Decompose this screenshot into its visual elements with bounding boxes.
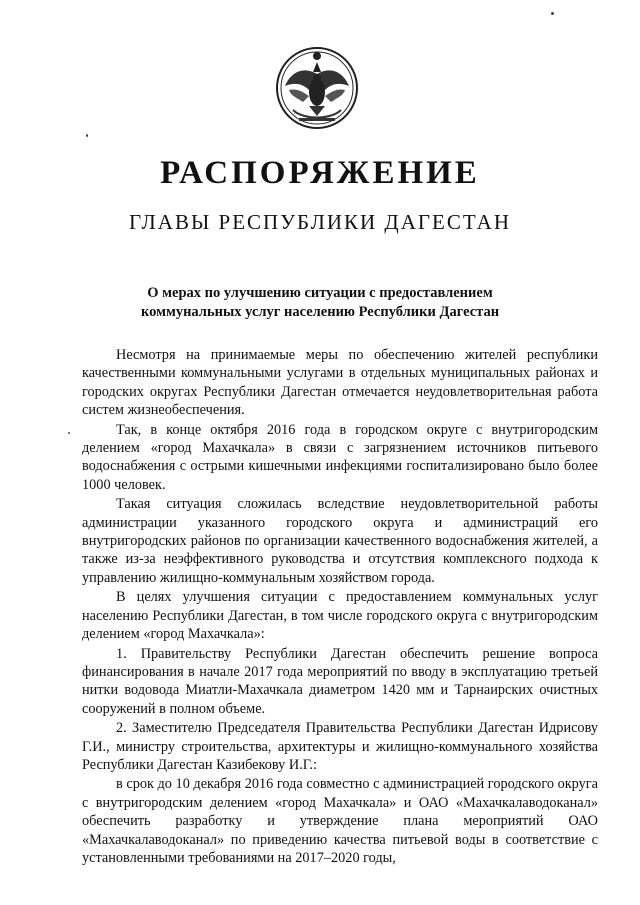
paragraph: в срок до 10 декабря 2016 года совместно с администрацией городского округа с внутригородским делением «город Махачкала» и ОАО «Махачкалаводоканал» обеспечить разработку и утверждение плана мероприятий ОАО «Махачкалаводоканал» по приведению качества питьевой воды в соответствие с установленными требованиями на 2017–2020 годы, xyxy=(82,776,598,866)
subject-line-1: О мерах по улучшению ситуации с предоставлением xyxy=(147,285,493,301)
paragraph: В целях улучшения ситуации с предоставлением коммунальных услуг населению Республики Дагестан, в том числе городского округа с внутригородским делением «город Махачкала»: xyxy=(82,589,598,643)
scan-speck xyxy=(68,432,70,434)
paragraph: 1. Правительству Республики Дагестан обеспечить решение вопроса финансирования в начале 2017 года мероприятий по вводу в эксплуатацию третьей нитки водовода Миатли-Махачкала диаметром 1420 мм и Тарнаирских очистных сооружений в полном объеме. xyxy=(82,645,598,717)
subject-line-2: коммунальных услуг населению Республики Дагестан xyxy=(140,304,500,320)
paragraph: Такая ситуация сложилась вследствие неудовлетворительной работы администрации указанного городского округа и администраций его внутригородских районов по организации качественного водоснабжения жителей, а также из-за неэффективного руководства и отсутствия комплексного подхода к управлению жилищно-коммунальным хозяйством города. xyxy=(82,496,598,586)
document-body xyxy=(82,346,598,868)
coat-of-arms-emblem xyxy=(273,42,361,132)
scan-speck xyxy=(86,134,88,137)
paragraph: Так, в конце октября 2016 года в городском округе с внутригородским делением «город Махачкала» в связи с загрязнением источников питьевого водоснабжения с острыми кишечными инфекциями госпитализировано было более 1000 человек. xyxy=(82,421,598,493)
document-subject xyxy=(120,284,520,322)
document-title: РАСПОРЯЖЕНИЕ xyxy=(160,155,480,191)
scan-speck xyxy=(551,12,554,15)
paragraph: Несмотря на принимаемые меры по обеспечению жителей республики качественными коммунальными услугами в отдельных муниципальных районах и городских округах Республики Дагестан отмечается неудовлетворительная работа систем жизнеобеспечения. xyxy=(82,347,598,419)
paragraph: 2. Заместителю Председателя Правительства Республики Дагестан Идрисову Г.И., министру строительства, архитектуры и жилищно-коммунального хозяйства Республики Дагестан Казибекову И.Г.: xyxy=(82,720,598,773)
document-subtitle: ГЛАВЫ РЕСПУБЛИКИ ДАГЕСТАН xyxy=(128,210,512,234)
